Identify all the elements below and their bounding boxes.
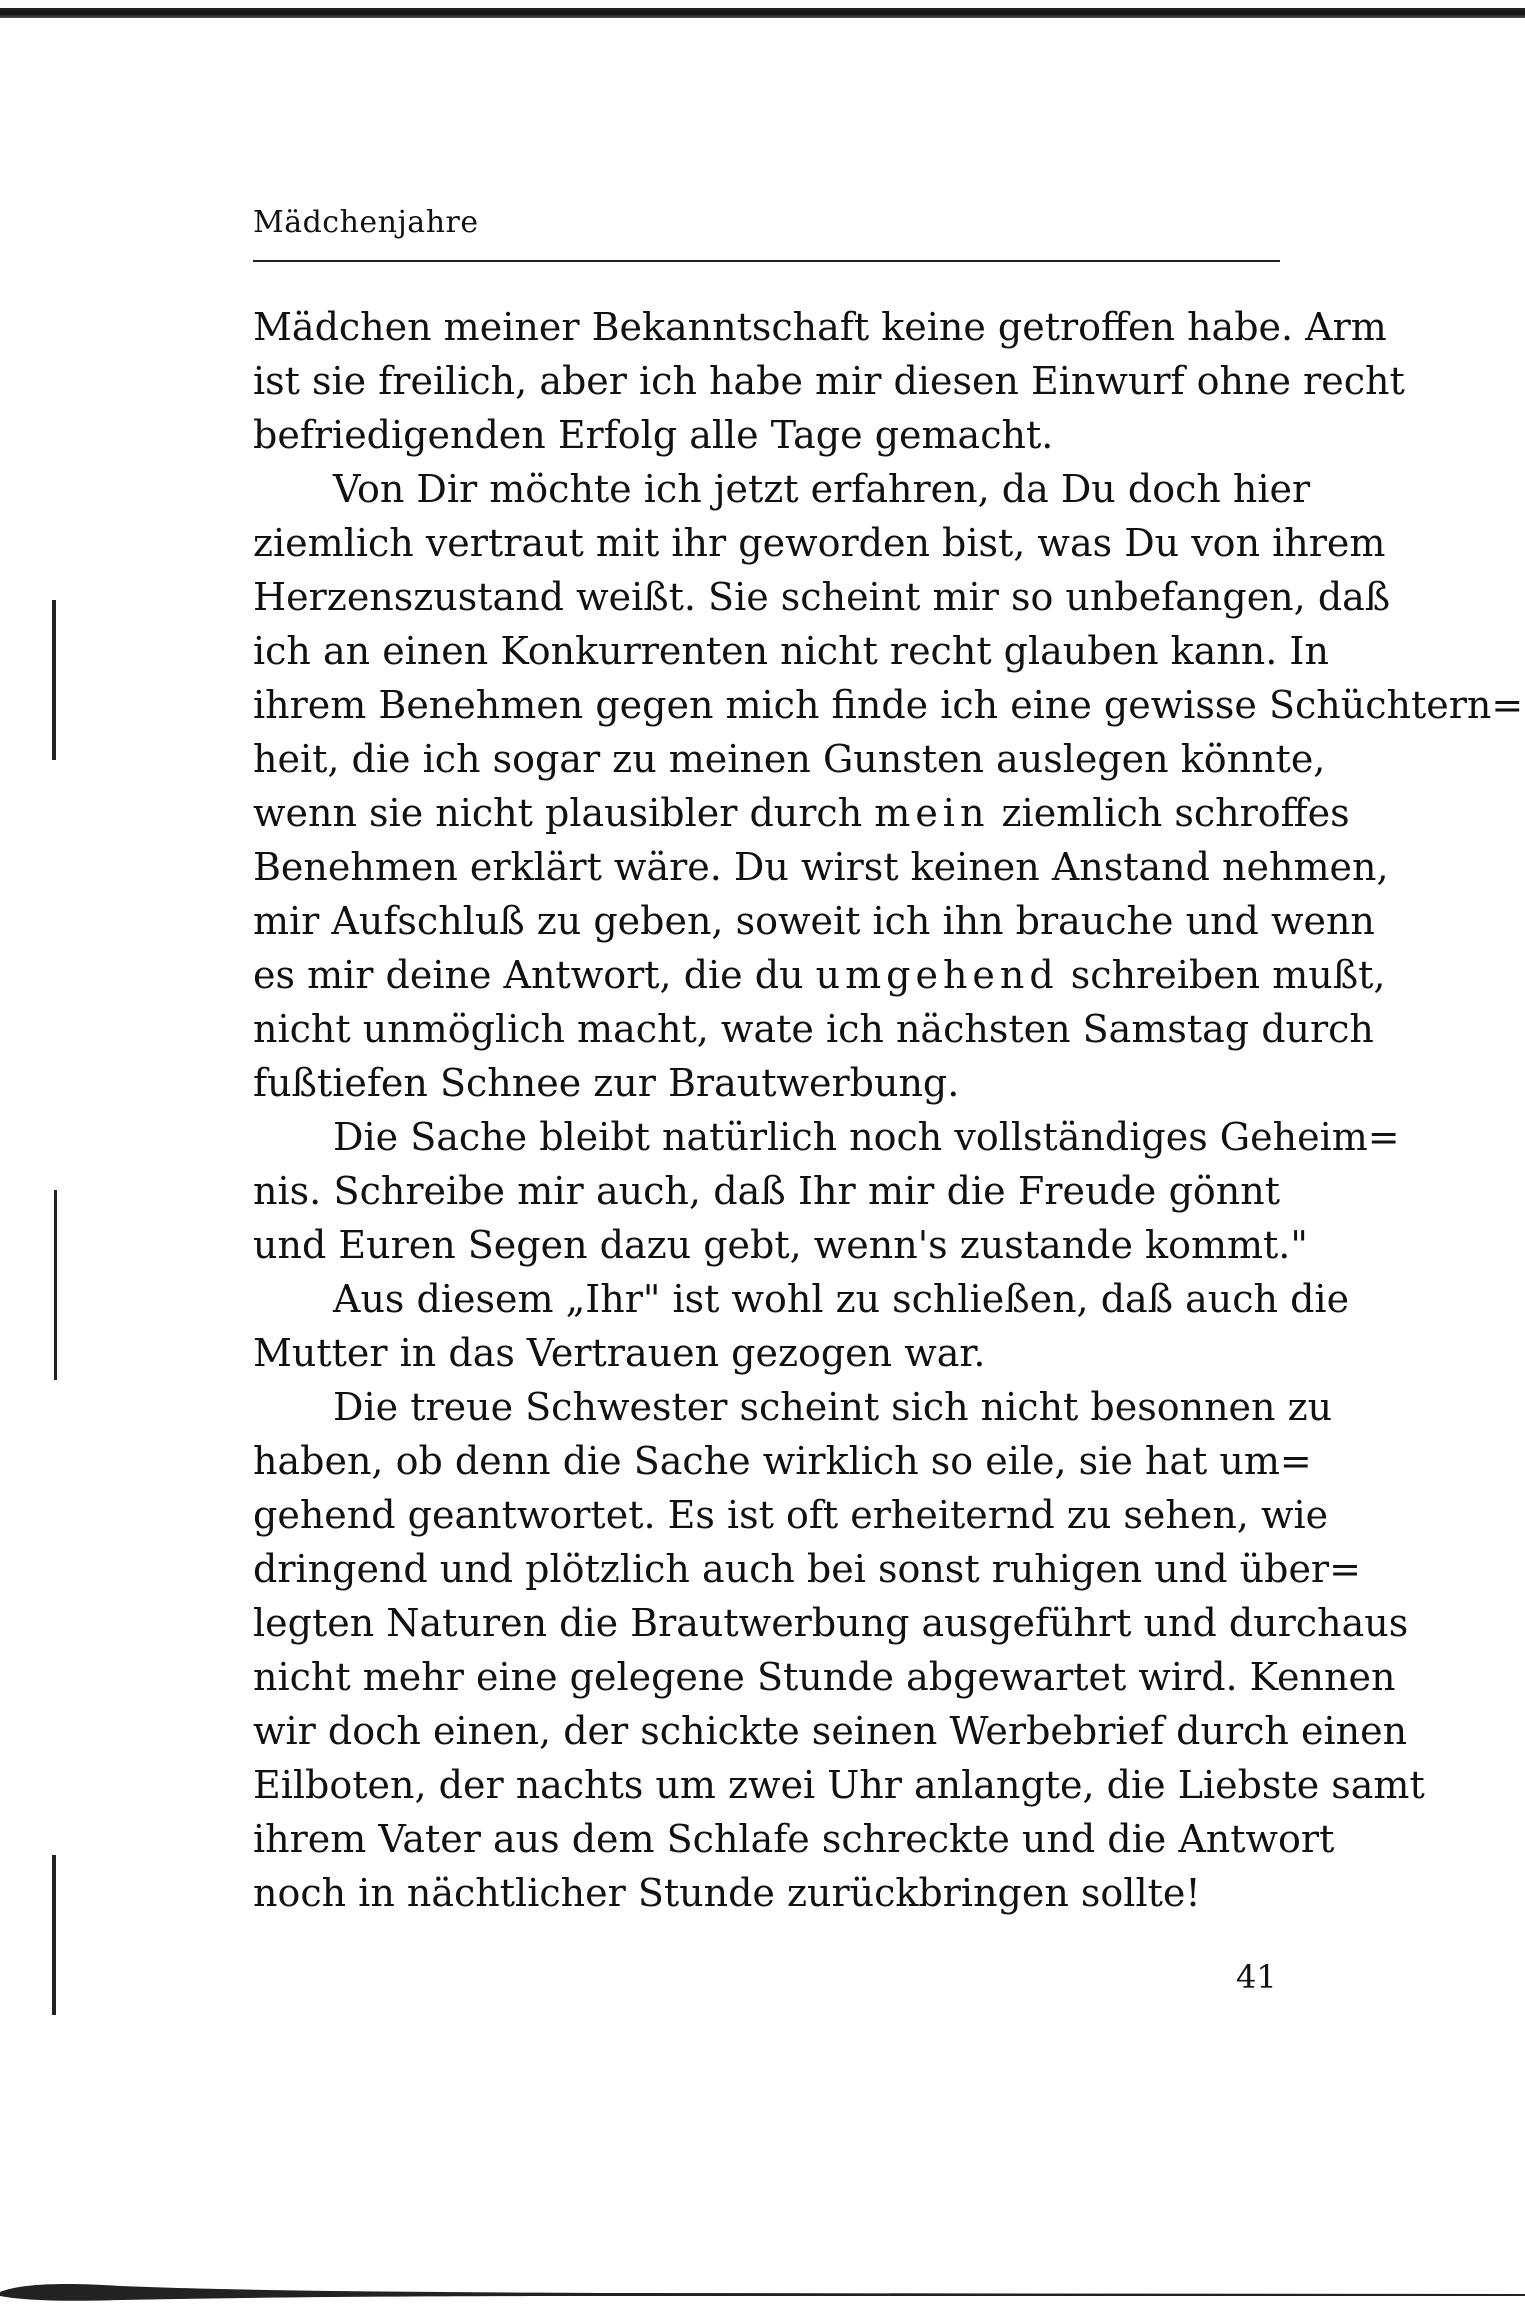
page-number: 41: [1236, 1958, 1277, 1996]
text-line: Aus diesem „Ihr" ist wohl zu schließen, daß auch die: [333, 1277, 1350, 1321]
text-line: legten Naturen die Brautwerbung ausgeführt und durchaus: [253, 1601, 1409, 1645]
text-line: noch in nächtlicher Stunde zurückbringen sollte!: [253, 1871, 1201, 1915]
text-line: Von Dir möchte ich jetzt erfahren, da Du doch hier: [333, 467, 1311, 511]
text-line: Die Sache bleibt natürlich noch vollständiges Geheim=: [333, 1115, 1400, 1159]
text-line: dringend und plötzlich auch bei sonst ruhigen und über=: [253, 1547, 1361, 1591]
emphasized-word: umgehend: [815, 953, 1059, 997]
text-line: ich an einen Konkurrenten nicht recht glauben kann. In: [253, 629, 1329, 673]
top-edge-rule: [0, 8, 1525, 18]
margin-mark: [52, 600, 56, 760]
text-line: haben, ob denn die Sache wirklich so eile, sie hat um=: [253, 1439, 1312, 1483]
text-line: ziemlich vertraut mit ihr geworden bist, was Du von ihrem: [253, 521, 1386, 565]
text-line: Herzenszustand weißt. Sie scheint mir so unbefangen, daß: [253, 575, 1391, 619]
text-line: nis. Schreibe mir auch, daß Ihr mir die Freude gönnt: [253, 1169, 1280, 1213]
text-line: Eilboten, der nachts um zwei Uhr anlangte, die Liebste samt: [253, 1763, 1425, 1807]
text-line: es mir deine Antwort, die du umgehend schreiben mußt,: [253, 953, 1386, 997]
margin-mark: [52, 1855, 56, 2015]
text-line: Benehmen erklärt wäre. Du wirst keinen Anstand nehmen,: [253, 845, 1389, 889]
page-body: [253, 300, 1524, 1920]
text-line: ist sie freilich, aber ich habe mir diesen Einwurf ohne recht: [253, 359, 1405, 403]
running-head: Mädchenjahre: [253, 205, 479, 240]
text-line: ihrem Vater aus dem Schlafe schreckte und die Antwort: [253, 1817, 1335, 1861]
text-line: ihrem Benehmen gegen mich finde ich eine gewisse Schüchtern=: [253, 683, 1524, 727]
text-line: und Euren Segen dazu gebt, wenn's zustande kommt.": [253, 1223, 1308, 1267]
text-line: Mädchen meiner Bekanntschaft keine getroffen habe. Arm: [253, 305, 1387, 349]
text-line: wenn sie nicht plausibler durch mein ziemlich schroffes: [253, 791, 1350, 835]
text-line: wir doch einen, der schickte seinen Werbebrief durch einen: [253, 1709, 1408, 1753]
text-line: Die treue Schwester scheint sich nicht besonnen zu: [333, 1385, 1333, 1429]
text-line: nicht unmöglich macht, wate ich nächsten Samstag durch: [253, 1007, 1374, 1051]
margin-mark: [54, 1190, 57, 1380]
emphasized-word: mein: [874, 791, 990, 835]
text-line: mir Aufschluß zu geben, soweit ich ihn brauche und wenn: [253, 899, 1375, 943]
header-rule: [253, 260, 1280, 262]
text-line: Mutter in das Vertrauen gezogen war.: [253, 1331, 986, 1375]
bottom-edge-stroke: [0, 2280, 1525, 2304]
text-line: befriedigenden Erfolg alle Tage gemacht.: [253, 413, 1054, 457]
text-line: heit, die ich sogar zu meinen Gunsten auslegen könnte,: [253, 737, 1326, 781]
text-line: fußtiefen Schnee zur Brautwerbung.: [253, 1061, 960, 1105]
text-line: nicht mehr eine gelegene Stunde abgewartet wird. Kennen: [253, 1655, 1396, 1699]
text-line: gehend geantwortet. Es ist oft erheiternd zu sehen, wie: [253, 1493, 1329, 1537]
